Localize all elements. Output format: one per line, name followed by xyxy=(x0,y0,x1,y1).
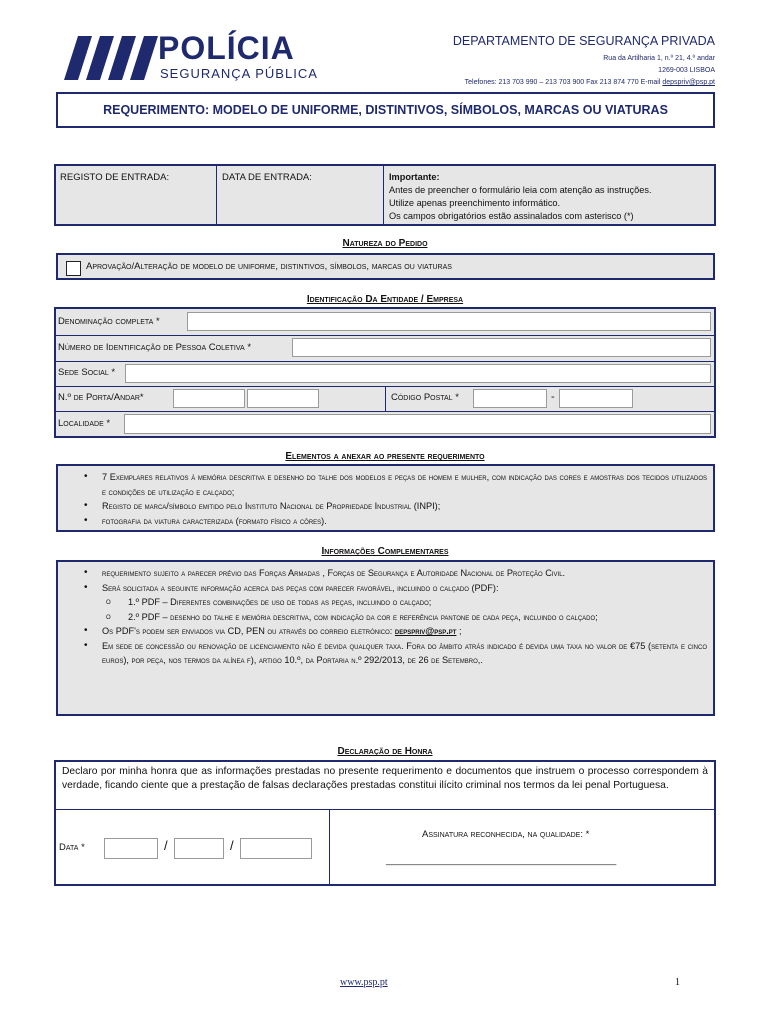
sub-list-item: o 1.º PDF – Diferentes combinações de uso de todas as peças, incluindo o calçado; xyxy=(102,595,707,610)
info-email-link[interactable]: depspriv@psp.pt xyxy=(394,626,457,636)
logo-main-text: POLÍCIA xyxy=(158,30,295,66)
important-line: Utilize apenas preenchimento informático. xyxy=(389,198,561,208)
localidade-input[interactable] xyxy=(124,414,711,434)
codigo-postal-label: Código Postal * xyxy=(391,392,459,403)
psp-logo xyxy=(64,30,324,84)
contacts-line xyxy=(465,79,715,86)
date-slash: / xyxy=(164,838,168,853)
codigo-postal-dash: - xyxy=(551,391,555,403)
identificacao-box xyxy=(54,307,716,438)
declaracao-box xyxy=(54,760,716,886)
list-item: • 7 Exemplares relativos à memória descritiva e desenho do talhe dos modelos e peças de homem e mulher, com indicação das cores e amostras dos tecidos utilizados e condições de utilização e calçado; xyxy=(58,470,707,499)
list-item: • fotografia da viatura caracterizada (formato físico a côres). xyxy=(58,514,707,529)
codigo-postal-input[interactable] xyxy=(473,389,547,408)
important-title: Importante: xyxy=(389,172,440,182)
list-item xyxy=(58,624,707,639)
denominacao-input[interactable] xyxy=(187,312,711,331)
list-item-text: ; xyxy=(458,626,462,636)
natureza-checkbox[interactable] xyxy=(66,261,81,276)
page-number: 1 xyxy=(675,977,680,988)
header-email-link[interactable]: depspriv@psp.pt xyxy=(662,79,715,86)
sub-list-item: o 2.º PDF – desenho do talhe e memória descritiva, com indicação da cor e referência pantone de cada peça, incluindo o calçado; xyxy=(102,610,707,625)
signature-line[interactable]: ______________________________________________ xyxy=(386,855,617,865)
list-item: • Registo de marca/símbolo emitido pelo Instituto Nacional de Propriedade Industrial (INPI); xyxy=(58,499,707,514)
declaracao-text: Declaro por minha honra que as informações prestadas no presente requerimento e documentos que instruem o processo correspondem à verdade, ficando ciente que a prestação de falsas declarações prestadas constitui ilícito criminal nos termos da lei penal Portuguesa. xyxy=(62,766,708,791)
codigo-postal-ext-input[interactable] xyxy=(559,389,633,408)
important-note xyxy=(389,171,652,223)
informacoes-list xyxy=(58,566,707,668)
footer-url[interactable]: www.psp.pt xyxy=(340,977,388,988)
natureza-checkbox-label: Aprovação/Alteração de modelo de uniforme, distintivos, símbolos, marcas ou viaturas xyxy=(86,261,452,272)
pdf-sublist xyxy=(102,595,707,624)
entry-box xyxy=(54,164,716,226)
list-item-text: Os PDF's podem ser enviados via CD, PEN ou através do correio eletrónico: xyxy=(102,626,393,636)
nipc-label: Número de Identificação de Pessoa Coletiva * xyxy=(58,342,252,353)
list-item: • Em sede de concessão ou renovação de licenciamento não é devida qualquer taxa. Fora do âmbito atrás indicado é devida uma taxa no valor de €75 (setenta e cinco euros), por peça, nos termos da alínea f), artigo 10.º, da Portaria n.º 292/2013, de 26 de Setembro,. xyxy=(58,639,707,668)
sede-label: Sede Social * xyxy=(58,367,116,378)
identificacao-heading: Identificação Da Entidade / Empresa xyxy=(306,294,464,305)
porta-label: N.º de Porta/Andar* xyxy=(58,392,144,403)
andar-input[interactable] xyxy=(247,389,319,408)
page-title: REQUERIMENTO: MODELO DE UNIFORME, DISTINTIVOS, SÍMBOLOS, MARCAS OU VIATURAS xyxy=(103,103,668,117)
informacoes-heading: Informações Complementares xyxy=(321,546,449,557)
denominacao-label: Denominação completa * xyxy=(58,316,160,327)
data-day-input[interactable] xyxy=(104,838,158,859)
list-item: • requerimento sujeito a parecer prévio das Forças Armadas , Forças de Segurança e Autoridade Nacional de Proteção Civil. xyxy=(58,566,707,581)
date-slash: / xyxy=(230,838,234,853)
address-line-1: Rua da Artilharia 1, n.º 21, 4.º andar xyxy=(603,55,715,62)
department-name: DEPARTAMENTO DE SEGURANÇA PRIVADA xyxy=(452,34,715,48)
list-item-text: Será solicitada a seguinte informação acerca das peças com parecer favorável, incluindo o calçado (PDF): xyxy=(102,582,499,593)
elementos-list xyxy=(58,470,707,528)
localidade-label: Localidade * xyxy=(58,418,111,429)
logo-sub-text: SEGURANÇA PÚBLICA xyxy=(160,66,318,81)
elementos-box xyxy=(56,464,715,532)
title-box xyxy=(56,92,715,128)
data-label: Data * xyxy=(59,842,85,853)
declaracao-heading: Declaração de Honra xyxy=(337,746,433,757)
important-line: Antes de preencher o formulário leia com atenção as instruções. xyxy=(389,185,652,195)
contacts-text: Telefones: 213 703 990 – 213 703 900 Fax 213 874 770 E-mail xyxy=(464,79,661,86)
address-line-2: 1269-003 LISBOA xyxy=(658,67,715,74)
important-line: Os campos obrigatórios estão assinalados com asterisco (*) xyxy=(389,211,634,221)
natureza-box xyxy=(56,253,715,280)
nipc-input[interactable] xyxy=(292,338,711,357)
data-entrada-label: DATA DE ENTRADA: xyxy=(222,172,312,183)
elementos-heading: Elementos a anexar ao presente requerimento xyxy=(285,451,485,462)
registo-entrada-label: REGISTO DE ENTRADA: xyxy=(60,172,170,183)
natureza-heading: Natureza do Pedido xyxy=(342,238,428,249)
informacoes-box xyxy=(56,560,715,716)
sede-input[interactable] xyxy=(125,364,711,383)
porta-input[interactable] xyxy=(173,389,245,408)
logo-stripes-icon xyxy=(64,34,164,82)
assinatura-label: Assinatura reconhecida, na qualidade: * xyxy=(422,829,590,840)
data-month-input[interactable] xyxy=(174,838,224,859)
list-item xyxy=(58,581,707,625)
data-year-input[interactable] xyxy=(240,838,312,859)
